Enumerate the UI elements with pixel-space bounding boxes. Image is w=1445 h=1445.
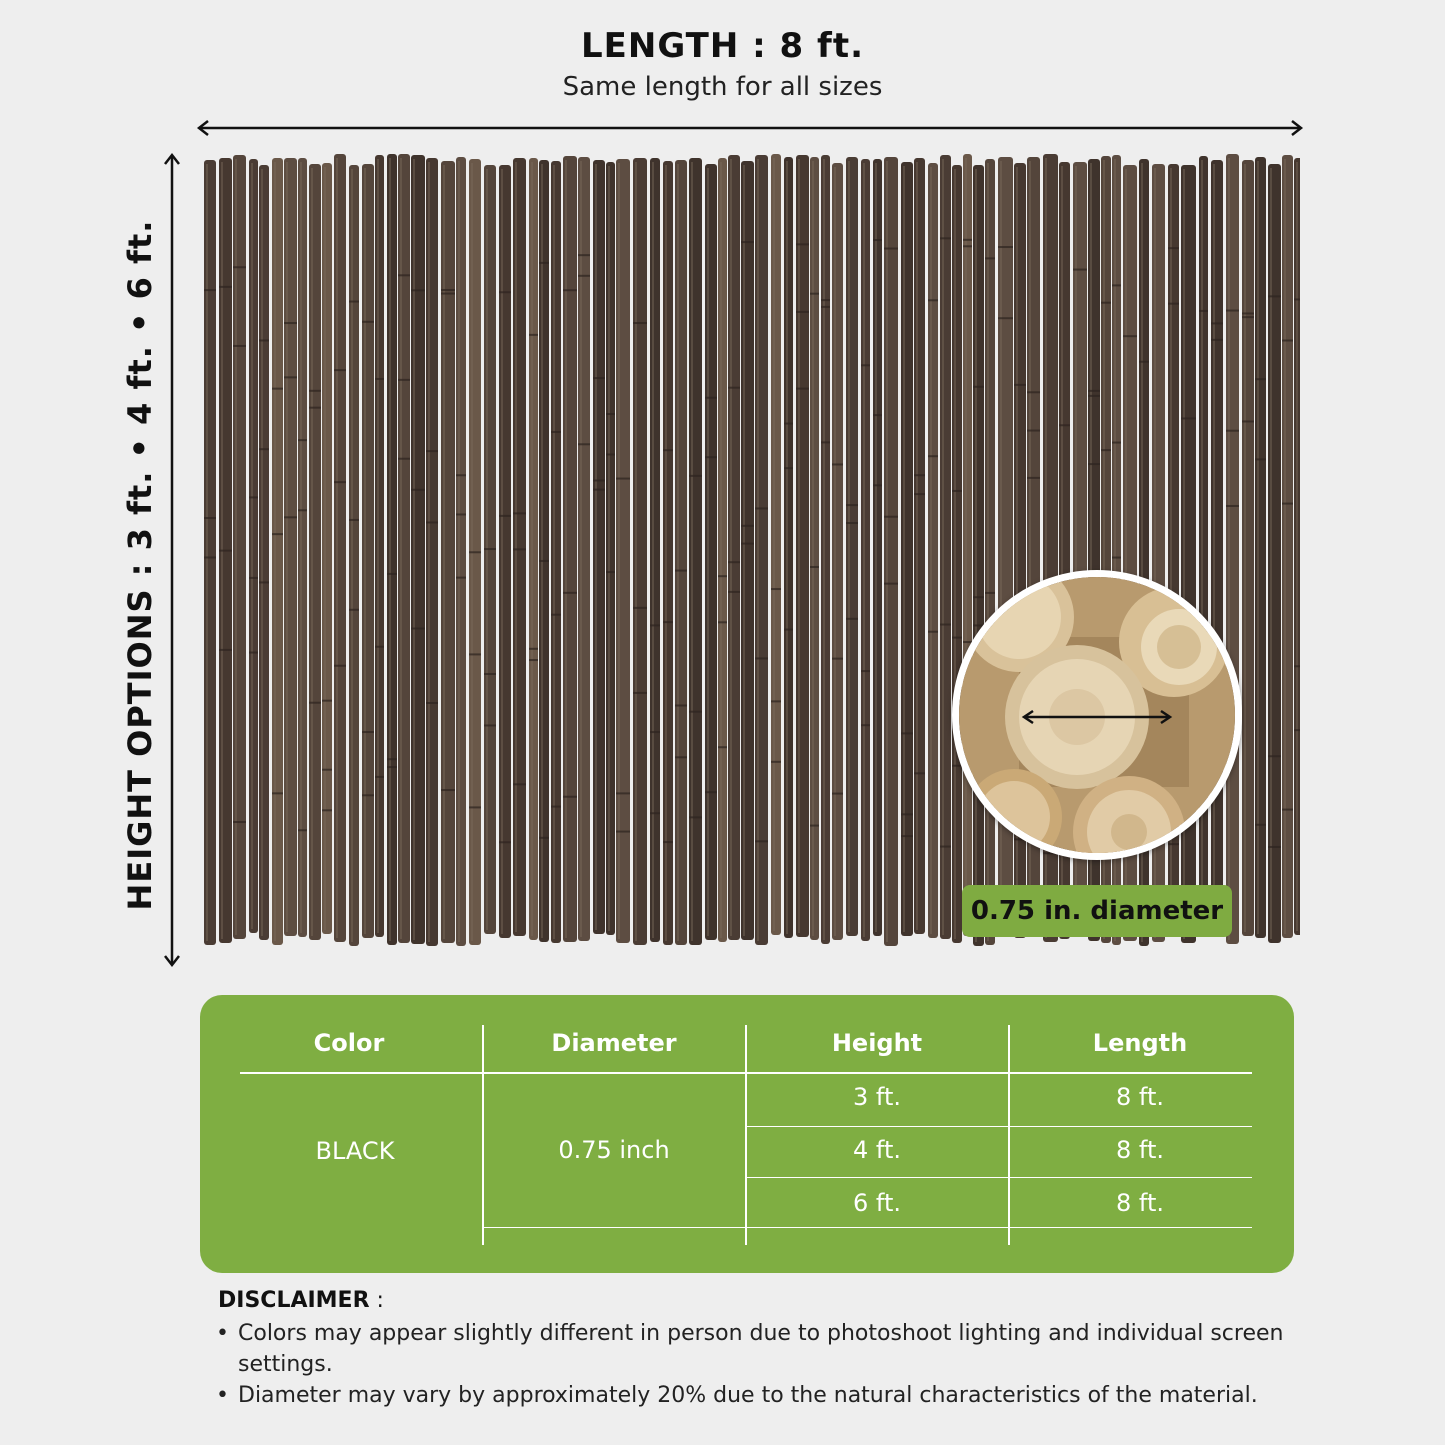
header-height: Height: [831, 1029, 923, 1057]
cell-height-row-1: 3 ft.: [853, 1083, 901, 1111]
disclaimer-label: DISCLAIMER: [218, 1288, 370, 1313]
diameter-badge: 0.75 in. diameter: [962, 885, 1232, 937]
divider: [746, 1177, 1252, 1178]
divider: [483, 1227, 1252, 1228]
cell-color: BLACK: [315, 1137, 395, 1165]
length-arrow-icon: [196, 118, 1304, 138]
spec-table: [200, 995, 1294, 1273]
divider: [746, 1126, 1252, 1127]
header-color: Color: [313, 1029, 385, 1057]
bamboo-closeup-image: [952, 570, 1242, 860]
cell-height-row-3: 6 ft.: [853, 1189, 901, 1217]
header-diameter: Diameter: [551, 1029, 677, 1057]
cell-length-row-3: 8 ft.: [1116, 1189, 1164, 1217]
divider: [482, 1025, 484, 1245]
height-options-label: HEIGHT OPTIONS : 3 ft. • 4 ft. • 6 ft.: [121, 219, 159, 911]
height-arrow-icon: [160, 152, 184, 968]
cell-length-row-2: 8 ft.: [1116, 1136, 1164, 1164]
disclaimer-separator: :: [369, 1288, 384, 1313]
header-length: Length: [1092, 1029, 1188, 1057]
length-title: LENGTH : 8 ft.: [580, 26, 865, 66]
disclaimer-item: • Colors may appear slightly different in person due to photoshoot lighting and individual screen settings.: [216, 1318, 1336, 1380]
disclaimer-item: • Diameter may vary by approximately 20% due to the natural characteristics of the material.: [216, 1380, 1336, 1411]
cell-diameter: 0.75 inch: [558, 1136, 670, 1164]
cell-length-row-1: 8 ft.: [1116, 1083, 1164, 1111]
disclaimer-list: [216, 1318, 1336, 1411]
disclaimer-heading: [218, 1288, 384, 1313]
cell-height-row-2: 4 ft.: [853, 1136, 901, 1164]
length-subtitle: Same length for all sizes: [562, 72, 883, 102]
